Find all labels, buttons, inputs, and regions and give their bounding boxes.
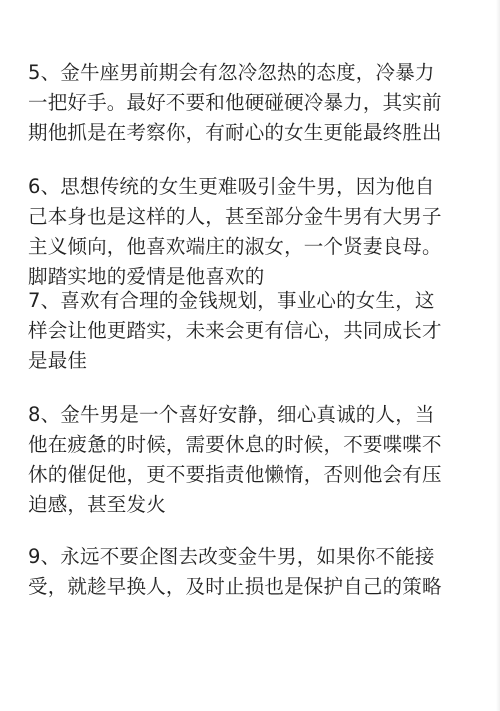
paragraph-8 <box>28 400 474 520</box>
paragraph-9 <box>28 542 474 602</box>
paragraph-line: 一把好手。最好不要和他硬碰硬冷暴力，其实前 <box>28 91 442 114</box>
paragraph-7 <box>28 286 474 376</box>
paragraph-line: 样会让他更踏实，未来会更有信心，共同成长才 <box>28 319 442 342</box>
page-edge-shadow <box>496 0 500 711</box>
paragraph-6 <box>28 172 474 292</box>
paragraph-line: 受，就趁早换人，及时止损也是保护自己的策略 <box>28 575 442 598</box>
paragraph-line: 迫感，甚至发火 <box>28 493 166 516</box>
paragraph-line: 休的催促他，更不要指责他懒惰，否则他会有压 <box>28 463 442 486</box>
paragraph-line: 主义倾向，他喜欢端庄的淑女，一个贤妻良母。 <box>28 235 442 258</box>
paragraph-line: 脚踏实地的爱情是他喜欢的 <box>28 265 265 288</box>
paragraph-line: 6、思想传统的女生更难吸引金牛男，因为他自 <box>28 175 435 198</box>
paragraph-line: 8、金牛男是一个喜好安静，细心真诚的人，当 <box>28 403 435 426</box>
paragraph-line: 己本身也是这样的人，甚至部分金牛男有大男子 <box>28 205 442 228</box>
paragraph-line: 7、喜欢有合理的金钱规划，事业心的女生，这 <box>28 289 435 312</box>
paragraph-line: 是最佳 <box>28 349 88 372</box>
paragraph-line: 5、金牛座男前期会有忽冷忽热的态度，冷暴力 <box>28 61 435 84</box>
paragraph-line: 9、永远不要企图去改变金牛男，如果你不能接 <box>28 545 435 568</box>
paragraph-line: 期他抓是在考察你，有耐心的女生更能最终胜出 <box>28 121 442 144</box>
paragraph-line: 他在疲惫的时候，需要休息的时候，不要喋喋不 <box>28 433 442 456</box>
paragraph-5 <box>28 58 474 148</box>
